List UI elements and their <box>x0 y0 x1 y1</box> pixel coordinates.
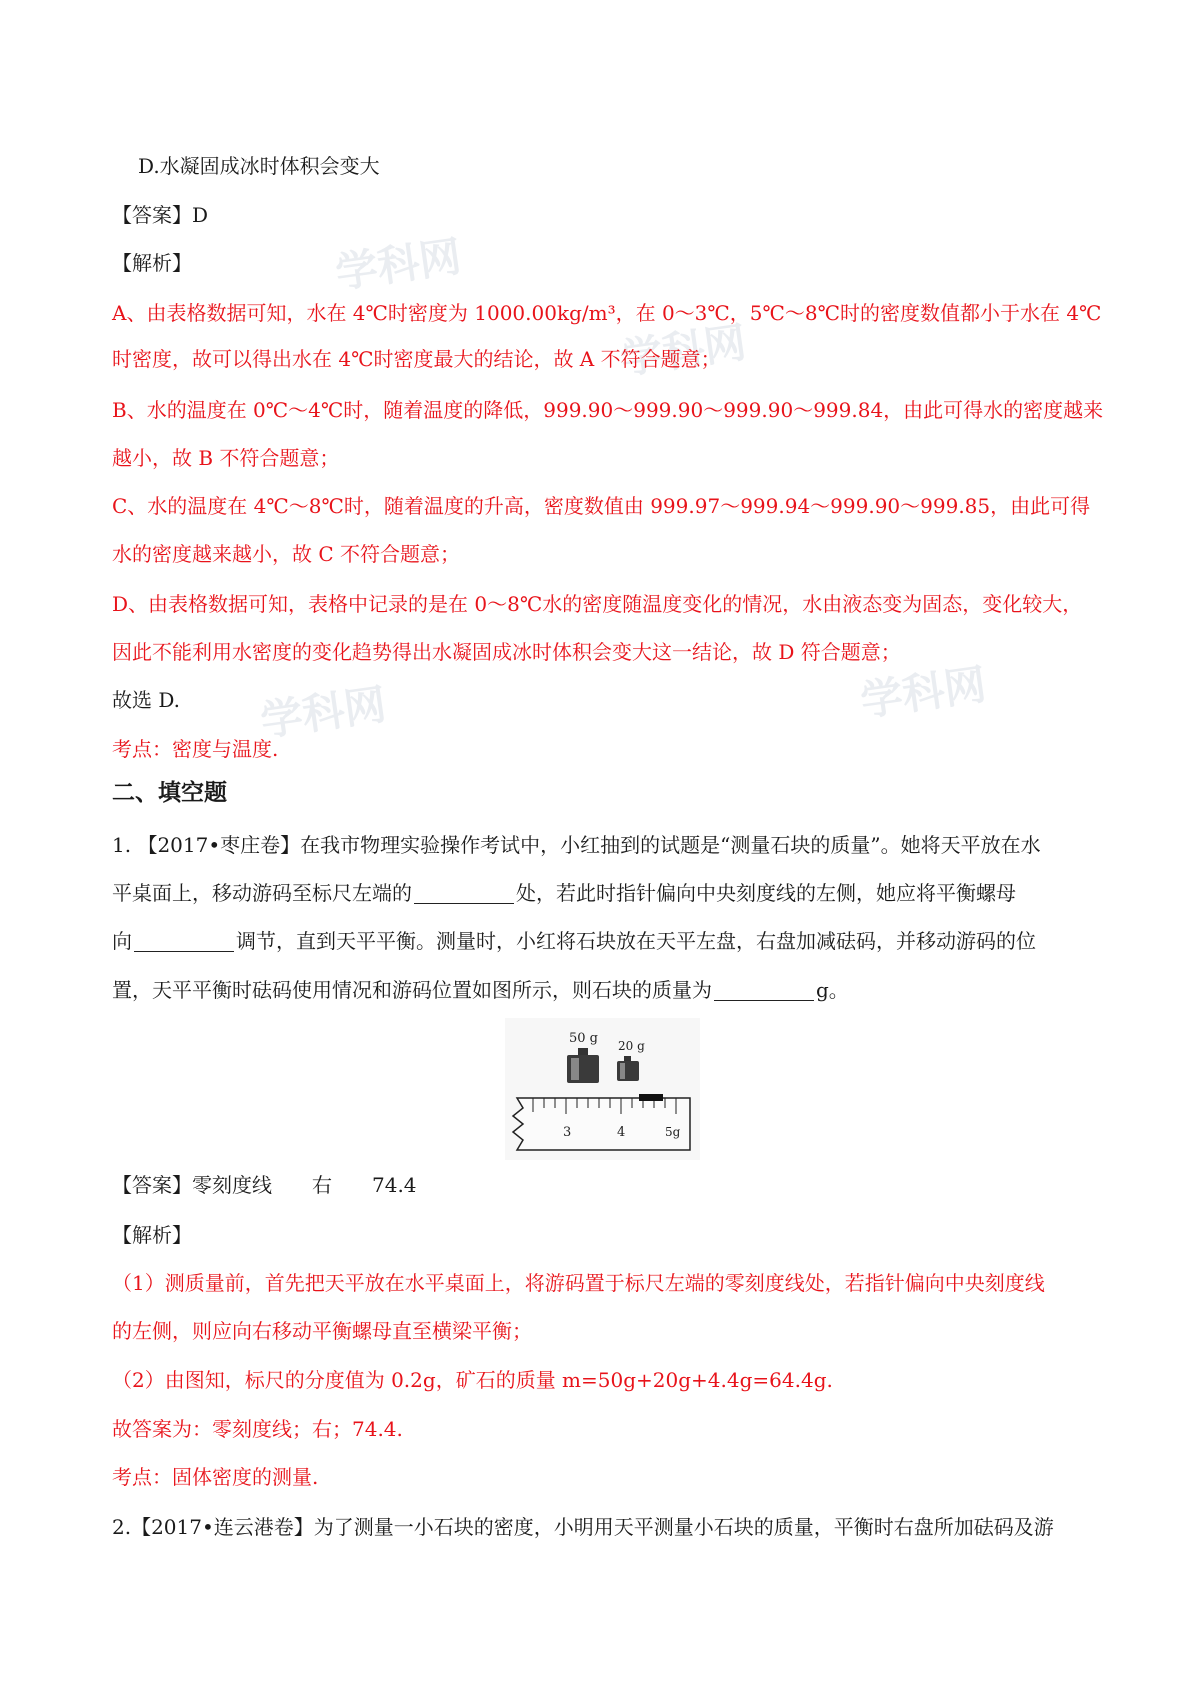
analysis-title: 【解析】 <box>112 1223 192 1247</box>
watermark: 学科网 <box>857 659 990 726</box>
analysis-line: A、由表格数据可知，水在 4℃时密度为 1000.00kg/m³，在 0～3℃，5℃～8℃时的密度数值都小于水在 4℃ <box>112 301 1102 325</box>
question-text: 向 <box>112 929 132 953</box>
analysis-line: 越小，故 B 不符合题意； <box>112 446 340 470</box>
analysis-line: 因此不能利用水密度的变化趋势得出水凝固成冰时体积会变大这一结论，故 D 符合题意； <box>112 640 901 664</box>
tick-label: 5g <box>665 1125 681 1139</box>
analysis-line: C、水的温度在 4℃～8℃时，随着温度的升高，密度数值由 999.97～999.94～999.90～999.85，由此可得 <box>112 494 1091 518</box>
question-line: 2.【2017•连云港卷】为了测量一小石块的密度，小明用天平测量小石块的质量，平衡时右盘所加砝码及游 <box>112 1515 1054 1539</box>
kaodian-line: 考点：固体密度的测量. <box>112 1465 319 1489</box>
watermark: 学科网 <box>257 679 390 746</box>
balance-figure-svg <box>505 1018 700 1160</box>
ruler <box>513 1094 690 1150</box>
rider <box>639 1094 663 1101</box>
analysis-line: D、由表格数据可知，表格中记录的是在 0～8℃水的密度随温度变化的情况，水由液态变为固态，变化较大， <box>112 592 1083 616</box>
analysis-line: B、水的温度在 0℃～4℃时，随着温度的降低，999.90～999.90～999.90～999.84，由此可得水的密度越来 <box>112 398 1104 422</box>
question-text: 平桌面上，移动游码至标尺左端的 <box>112 881 412 905</box>
answer-blank[interactable] <box>714 978 814 1001</box>
question-text: g。 <box>816 978 849 1002</box>
question-line <box>112 878 1108 908</box>
section-title: 二、填空题 <box>112 780 227 806</box>
question-text: 调节，直到天平平衡。测量时，小红将石块放在天平左盘，右盘加减砝码，并移动游码的位 <box>236 929 1036 953</box>
balance-figure <box>505 1018 700 1160</box>
question-line <box>112 975 1108 1005</box>
analysis-line: （1）测质量前，首先把天平放在水平桌面上，将游码置于标尺左端的零刻度线处，若指针偏向中央刻度线 <box>112 1271 1045 1295</box>
weight-20g-label: 20 g <box>618 1039 645 1053</box>
question-text: 处，若此时指针偏向中央刻度线的左侧，她应将平衡螺母 <box>516 881 1016 905</box>
analysis-line: 时密度，故可以得出水在 4℃时密度最大的结论，故 A 不符合题意； <box>112 347 721 371</box>
question-text: 置，天平平衡时砝码使用情况和游码位置如图所示，则石块的质量为 <box>112 978 712 1002</box>
conclusion-line: 故选 D. <box>112 688 181 712</box>
weight-50g-label: 50 g <box>569 1031 598 1046</box>
answer-line: 【答案】零刻度线 右 74.4 <box>112 1173 417 1197</box>
question-line: 1. 【2017•枣庄卷】在我市物理实验操作考试中，小红抽到的试题是“测量石块的质量”。她将天平放在水 <box>112 833 1041 857</box>
answer-blank[interactable] <box>134 929 234 952</box>
answer-line: 【答案】D <box>112 203 209 227</box>
watermark: 学科网 <box>617 317 750 384</box>
answer-blank[interactable] <box>414 881 514 904</box>
kaodian-line: 考点：密度与温度. <box>112 737 279 761</box>
tick-label: 3 <box>563 1125 572 1140</box>
analysis-title: 【解析】 <box>112 251 192 275</box>
analysis-line: （2）由图知，标尺的分度值为 0.2g，矿石的质量 m=50g+20g+4.4g=64.4g. <box>112 1368 833 1392</box>
watermark: 学科网 <box>332 231 465 298</box>
analysis-line: 水的密度越来越小，故 C 不符合题意； <box>112 542 461 566</box>
option-d: D.水凝固成冰时体积会变大 <box>138 154 380 178</box>
analysis-line: 的左侧，则应向右移动平衡螺母直至横梁平衡； <box>112 1319 532 1343</box>
final-answer-line: 故答案为：零刻度线；右；74.4. <box>112 1417 403 1441</box>
tick-label: 4 <box>617 1125 626 1140</box>
question-line <box>112 926 1108 956</box>
